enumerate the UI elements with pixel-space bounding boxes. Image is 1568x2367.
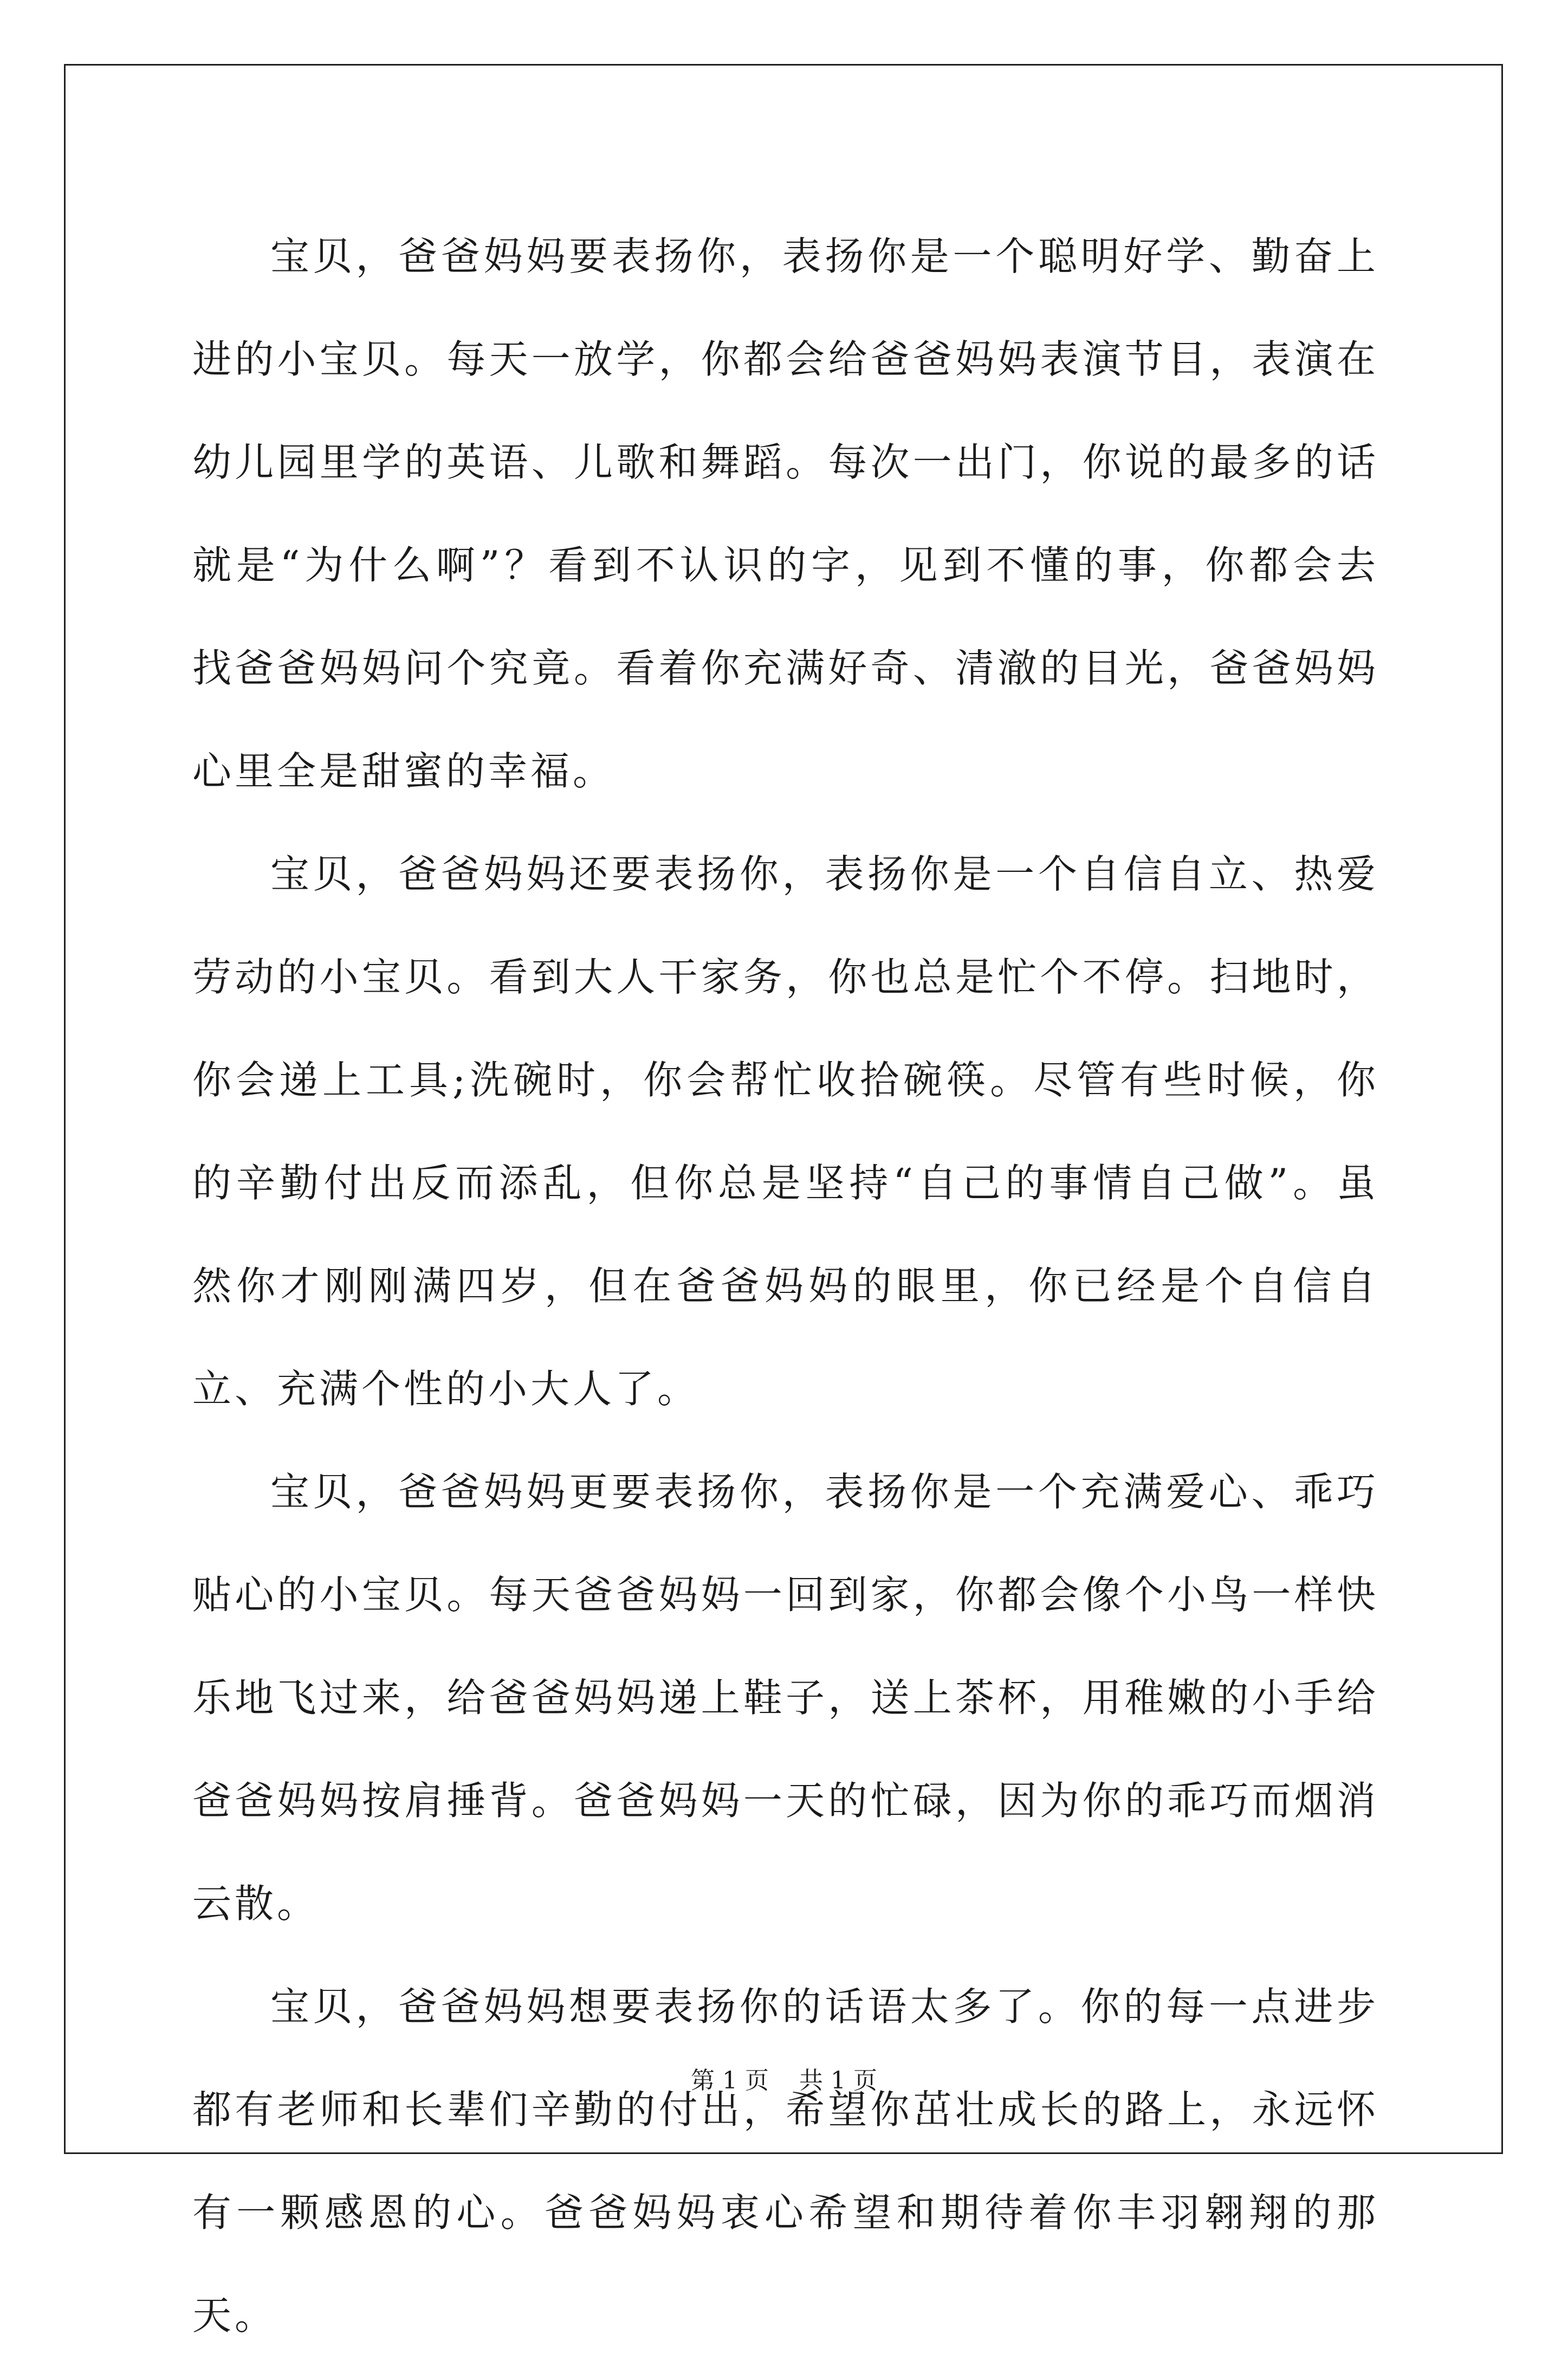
paragraph-1: 宝贝，爸爸妈妈要表扬你，表扬你是一个聪明好学、勤奋上进的小宝贝。每天一放学，你都会给爸爸妈妈表演节目，表演在幼儿园里学的英语、儿歌和舞蹈。每次一出门，你说的最多的话就是“为什么啊”？看到不认识的字，见到不懂的事，你都会去找爸爸妈妈问个究竟。看着你充满好奇、清澈的目光，爸爸妈妈心里全是甜蜜的幸福。 [192, 234, 1379, 794]
page-footer [0, 2065, 1568, 2097]
page-total: 共 1 页 [799, 2067, 877, 2094]
paragraph-3: 宝贝，爸爸妈妈更要表扬你，表扬你是一个充满爱心、乖巧贴心的小宝贝。每天爸爸妈妈一回到家，你都会像个小鸟一样快乐地飞过来，给爸爸妈妈递上鞋子，送上茶杯，用稚嫩的小手给爸爸妈妈按肩捶背。爸爸妈妈一天的忙碌，因为你的乖巧而烟消云散。 [192, 1469, 1379, 1926]
page-number: 第 1 页 [691, 2067, 769, 2094]
document-body [192, 205, 1379, 2367]
paragraph-2: 宝贝，爸爸妈妈还要表扬你，表扬你是一个自信自立、热爱劳动的小宝贝。看到大人干家务，你也总是忙个不停。扫地时，你会递上工具;洗碗时，你会帮忙收拾碗筷。尽管有些时候，你的辛勤付出反而添乱，但你总是坚持“自己的事情自己做”。虽然你才刚刚满四岁，但在爸爸妈妈的眼里，你已经是个自信自立、充满个性的小大人了。 [192, 851, 1379, 1412]
paragraph-4: 宝贝，爸爸妈妈想要表扬你的话语太多了。你的每一点进步都有老师和长辈们辛勤的付出，希望你茁壮成长的路上，永远怀有一颗感恩的心。爸爸妈妈衷心希望和期待着你丰羽翱翔的那天。 [192, 1984, 1379, 2338]
